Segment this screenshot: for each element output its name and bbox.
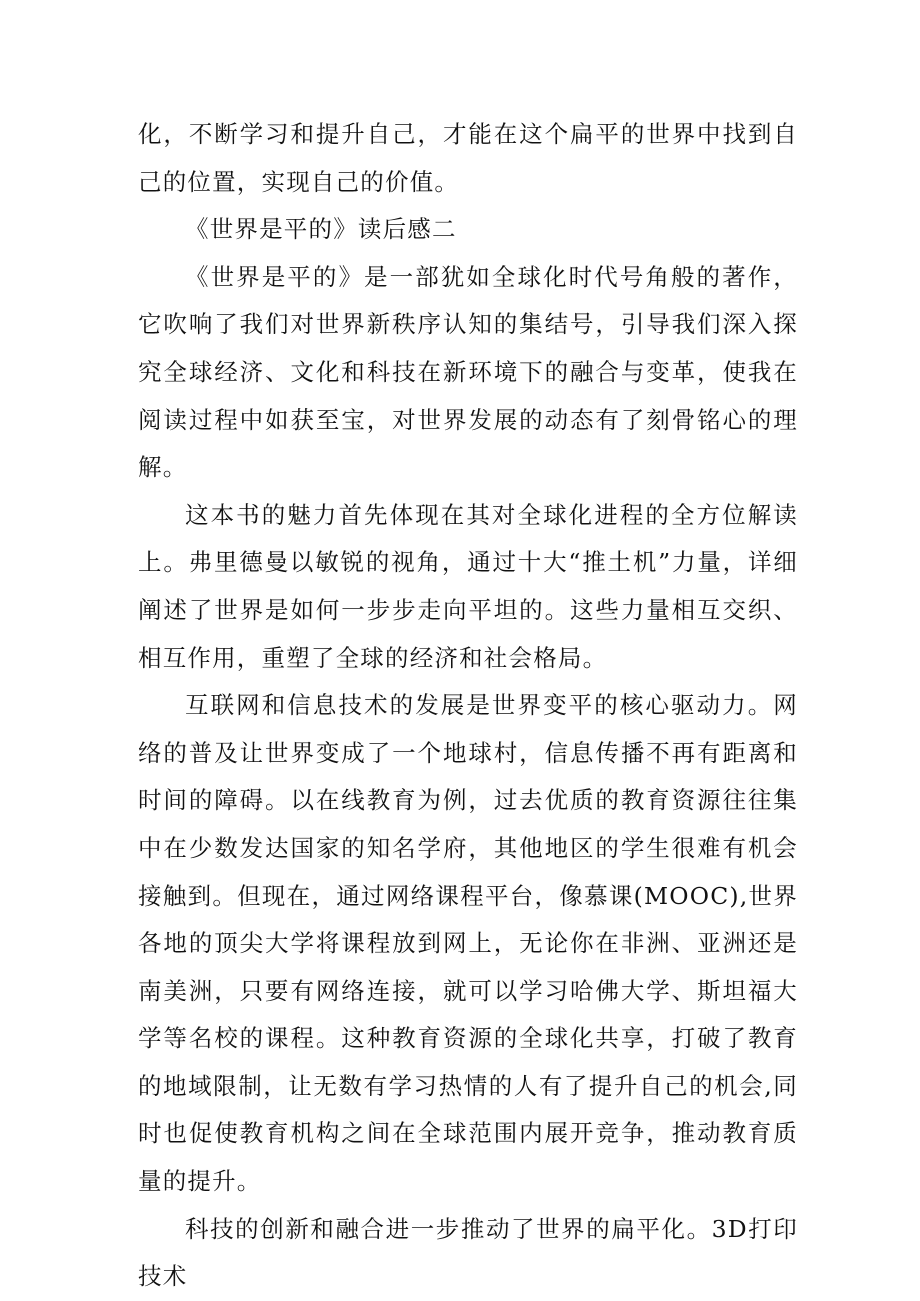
body-paragraph-2: 这本书的魅力首先体现在其对全球化进程的全方位解读上。弗里德曼以敏锐的视角，通过十大“推土机”力量，详细阐述了世界是如何一步步走向平坦的。这些力量相互交织、相互作用，重塑了全球的经济和社会格局。	[138, 500, 798, 672]
continuation-paragraph: 化，不断学习和提升自己，才能在这个扁平的世界中找到自己的位置，实现自己的价值。	[138, 120, 798, 196]
section-title: 《世界是平的》读后感二	[185, 215, 457, 244]
body-paragraph-1: 《世界是平的》是一部犹如全球化时代号角般的著作，它吹响了我们对世界新秩序认知的集结号，引导我们深入探究全球经济、文化和科技在新环境下的融合与变革，使我在阅读过程中如获至宝，对世界发展的动态有了刻骨铭心的理解。	[138, 262, 798, 482]
body-paragraph-4: 科技的创新和融合进一步推动了世界的扁平化。3D打印技术	[138, 1214, 798, 1291]
document-body	[138, 111, 798, 1301]
body-paragraph-3: 互联网和信息技术的发展是世界变平的核心驱动力。网络的普及让世界变成了一个地球村，信息传播不再有距离和时间的障碍。以在线教育为例，过去优质的教育资源往往集中在少数发达国家的知名学府，其他地区的学生很难有机会接触到。但现在，通过网络课程平台，像慕课(MOOC),世界各地的顶尖大学将课程放到网上，无论你在非洲、亚洲还是南美洲，只要有网络连接，就可以学习哈佛大学、斯坦福大学等名校的课程。这种教育资源的全球化共享，打破了教育的地域限制，让无数有学习热情的人有了提升自己的机会,同时也促使教育机构之间在全球范围内展开竞争，推动教育质量的提升。	[138, 691, 798, 1196]
